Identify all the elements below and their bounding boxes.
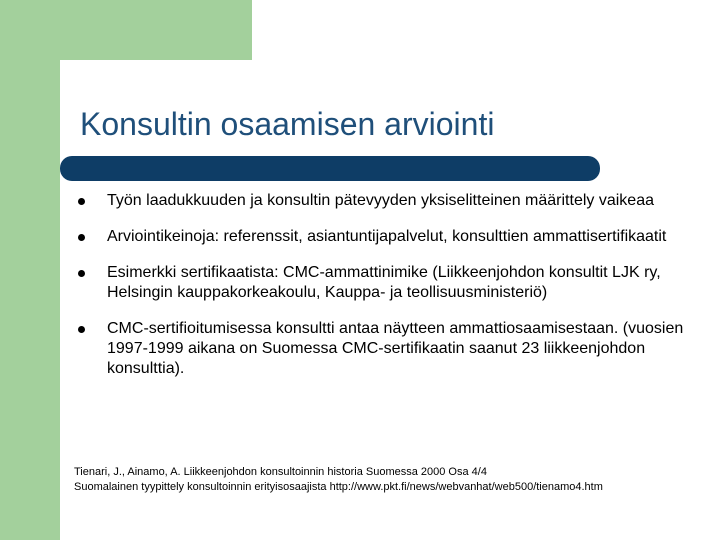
slide-title: Konsultin osaamisen arviointi xyxy=(80,106,495,142)
source-footnote xyxy=(74,465,714,495)
bullet-text: Työn laadukkuuden ja konsultin pätevyyden yksiselitteinen määrittely vaikeaa xyxy=(107,192,654,209)
decorative-green-band-left xyxy=(0,0,60,540)
title-underline-bar xyxy=(60,156,600,181)
bullet-text: CMC-sertifioitumisessa konsultti antaa näytteen ammattiosaamisestaan. (vuosien 1997-1999 aikana on Suomessa CMC-sertifikaatin saanut 23 liikkeenjohdon konsulttia). xyxy=(107,320,684,377)
bullet-dot-icon xyxy=(78,234,85,241)
bullet-dot-icon xyxy=(78,270,85,277)
bullet-dot-icon xyxy=(78,326,85,333)
bullet-dot-icon xyxy=(78,198,85,205)
bullet-list xyxy=(78,191,698,395)
bullet-text: Arviointikeinoja: referenssit, asiantuntijapalvelut, konsulttien ammattisertifikaatit xyxy=(107,228,667,245)
footnote-line-2: Suomalainen tyypittely konsultoinnin erityisosaajista http://www.pkt.fi/news/webvanhat/web500/tienamo4.htm xyxy=(74,481,603,493)
bullet-item xyxy=(78,319,698,379)
bullet-item xyxy=(78,263,698,303)
bullet-text: Esimerkki sertifikaatista: CMC-ammattinimike (Liikkeenjohdon konsultit LJK ry, Helsingin kauppakorkeakoulu, Kauppa- ja teollisuusministeriö) xyxy=(107,264,661,301)
bullet-item xyxy=(78,191,698,211)
bullet-item xyxy=(78,227,698,247)
footnote-line-1: Tienari, J., Ainamo, A. Liikkeenjohdon konsultoinnin historia Suomessa 2000 Osa 4/4 xyxy=(74,466,487,478)
